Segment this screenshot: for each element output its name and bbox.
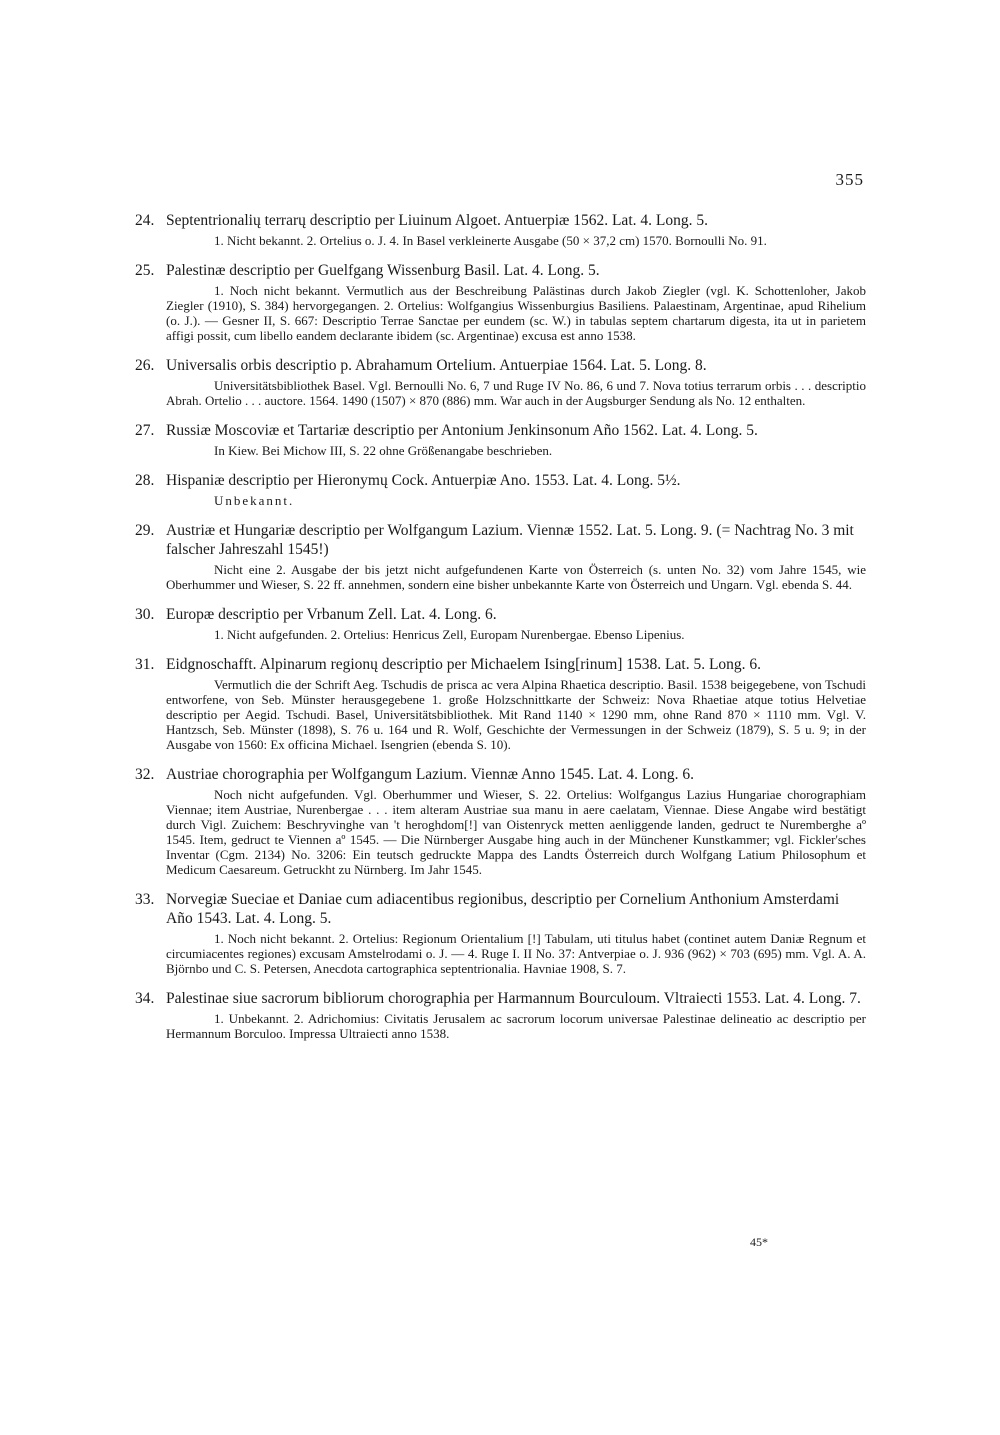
catalog-entries bbox=[135, 211, 866, 1054]
entry-title: Russiæ Moscoviæ et Tartariæ descriptio per Antonium Jenkinsonum Año 1562. Lat. 4. Long. 5. bbox=[166, 422, 758, 439]
catalog-entry-28 bbox=[135, 471, 866, 508]
entry-number: 34. bbox=[135, 990, 155, 1007]
entry-number: 25. bbox=[135, 262, 155, 279]
catalog-entry-33 bbox=[135, 890, 866, 976]
catalog-entry-29 bbox=[135, 521, 866, 592]
entry-note: 1. Nicht aufgefunden. 2. Ortelius: Henricus Zell, Europam Nurenbergae. Ebenso Lipenius. bbox=[214, 627, 685, 642]
entry-number: 27. bbox=[135, 422, 155, 439]
page-number: 355 bbox=[835, 170, 864, 189]
entry-title: Norvegiæ Sueciae et Daniae cum adiacentibus regionibus, descriptio per Cornelium Anthonium Amsterdami Año 1543. Lat. 4. Long. 5. bbox=[166, 891, 840, 927]
sheet-signature: 45* bbox=[750, 1235, 768, 1249]
entry-note: In Kiew. Bei Michow III, S. 22 ohne Größenangabe beschrieben. bbox=[214, 443, 553, 458]
catalog-entry-34 bbox=[135, 989, 866, 1041]
entry-note: 1. Nicht bekannt. 2. Ortelius o. J. 4. In Basel verkleinerte Ausgabe (50 × 37,2 cm) 1570. Bornoulli No. 91. bbox=[214, 233, 767, 248]
entry-number: 26. bbox=[135, 357, 155, 374]
catalog-entry-26 bbox=[135, 356, 866, 408]
entry-title: Europæ descriptio per Vrbanum Zell. Lat. 4. Long. 6. bbox=[166, 606, 497, 623]
entry-number: 24. bbox=[135, 212, 155, 229]
entry-note: 1. Noch nicht bekannt. Vermutlich aus der Beschreibung Palästinas durch Jakob Ziegler (vgl. K. Schottenloher, Jakob Ziegler (1910), S. 384) hervorgegangen. 2. Ortelius: Wolfgangius Wissenburgius Basiliens. Palaestinam, Argentinae, apud Rihelium (o. J.). — Gesner II, S. 667: Descriptio Terrae Sanctae per eundem (sc. W.) in tabulas septem chartarum digesta, ita ut in parietem affigi possit, cum libello eandem declarante ibidem (sc. Argentinae) excusa est anno 1538. bbox=[166, 283, 866, 343]
entry-number: 28. bbox=[135, 472, 155, 489]
entry-note: Nicht eine 2. Ausgabe der bis jetzt nicht aufgefundenen Karte von Österreich (s. unten No. 32) vom Jahre 1545, wie Oberhummer und Wieser, S. 22 ff. annehmen, sondern eine bisher unbekannte Karte von Österreich und Ungarn. Vgl. ebenda S. 44. bbox=[166, 562, 866, 592]
entry-note: Vermutlich die der Schrift Aeg. Tschudis de prisca ac vera Alpina Rhaetica descriptio. Basil. 1538 beigegebene, von Tschudi entworfene, von Seb. Münster herausgegebene 1. große Holzschnittkarte der Schweiz: Nova Rhaetiae atque totius Helvetiae descriptio per Aegid. Tschudi. Basel, Universitätsbibliothek. Mit Rand 1140 × 1290 mm, ohne Rand 870 × 1110 mm. Vgl. V. Hantzsch, Seb. Münster (1898), S. 76 u. 164 und R. Wolf, Geschichte der Vermessungen in der Schweiz (1879), S. 5 u. 9; in der Ausgabe von 1560: Ex officina Michael. Isengrien (ebenda S. 10). bbox=[166, 677, 866, 752]
catalog-entry-25 bbox=[135, 261, 866, 343]
entry-number: 30. bbox=[135, 606, 155, 623]
entry-note: 1. Noch nicht bekannt. 2. Ortelius: Regionum Orientalium [!] Tabulam, uti titulus habet (continet autem Daniæ Regnum et circumiacentes regiones) excusam Amstelrodami o. J. — 4. Ruge I. II No. 37: Antverpiae o. J. 936 (962) × 703 (695) mm. Vgl. A. A. Björnbo und C. S. Petersen, Anecdota cartographica septentrionalia. Havniae 1908, S. 7. bbox=[166, 931, 866, 976]
catalog-entry-32 bbox=[135, 765, 866, 877]
entry-number: 33. bbox=[135, 891, 155, 908]
entry-title: Austriae chorographia per Wolfgangum Lazium. Viennæ Anno 1545. Lat. 4. Long. 6. bbox=[166, 766, 695, 783]
entry-note: Noch nicht aufgefunden. Vgl. Oberhummer und Wieser, S. 22. Ortelius: Wolfgangus Lazius Hungariae chorographiam Viennae; item Austriae, Nurenbergae . . . item alteram Austriae sua manu in aere caelatam, Viennae. Diese Angabe wird bestätigt durch Vigl. Zuichem: Beschryvinghe van 't heroghdom[!] van Oistenryck metten aenliggende landen, gedruct te Nuremberghe aº 1545. Item, gedruct te Viennen aº 1545. — Die Nürnberger Ausgabe hing auch in der Münchener Kunstkammer; vgl. Fickler'sches Inventar (Cgm. 2134) No. 3206: Ein teutsch gedruckte Mappa des Landts Österreich durch Wolfgang Latium Philosophum et Medicum Caesareum. Getruckht zu Nürnberg. Im Jahr 1545. bbox=[166, 787, 866, 877]
entry-note: Unbekannt. bbox=[214, 493, 295, 508]
entry-number: 32. bbox=[135, 766, 155, 783]
entry-number: 29. bbox=[135, 522, 155, 539]
catalog-entry-24 bbox=[135, 211, 866, 248]
entry-title: Hispaniæ descriptio per Hieronymų Cock. Antuerpiæ Ano. 1553. Lat. 4. Long. 5½. bbox=[166, 472, 681, 489]
entry-title: Palestinae siue sacrorum bibliorum chorographia per Harmannum Bourculoum. Vltraiecti 1553. Lat. 4. Long. 7. bbox=[166, 990, 861, 1007]
entry-title: Palestinæ descriptio per Guelfgang Wissenburg Basil. Lat. 4. Long. 5. bbox=[166, 262, 600, 279]
catalog-entry-30 bbox=[135, 605, 866, 642]
entry-title: Universalis orbis descriptio p. Abrahamum Ortelium. Antuerpiae 1564. Lat. 5. Long. 8. bbox=[166, 357, 707, 374]
catalog-entry-31 bbox=[135, 655, 866, 752]
entry-title: Eidgnoschafft. Alpinarum regionų descriptio per Michaelem Ising[rinum] 1538. Lat. 5. Long. 6. bbox=[166, 656, 762, 673]
entry-note: Universitätsbibliothek Basel. Vgl. Bernoulli No. 6, 7 und Ruge IV No. 86, 6 und 7. Nova totius terrarum orbis . . . descriptio Abrah. Ortelio . . . auctore. 1564. 1490 (1507) × 870 (886) mm. War auch in der Augsburger Sendung als No. 12 enthalten. bbox=[166, 378, 866, 408]
entry-title: Septentrionalių terrarų descriptio per Liuinum Algoet. Antuerpiæ 1562. Lat. 4. Long. 5. bbox=[166, 212, 708, 229]
entry-note: 1. Unbekannt. 2. Adrichomius: Civitatis Jerusalem ac sacrorum locorum universae Palestinae delineatio ac descriptio per Hermannum Borculoo. Impressa Ultraiecti anno 1538. bbox=[166, 1011, 866, 1041]
entry-number: 31. bbox=[135, 656, 155, 673]
entry-title: Austriæ et Hungariæ descriptio per Wolfgangum Lazium. Viennæ 1552. Lat. 5. Long. 9. (= Nachtrag No. 3 mit falscher Jahreszahl 1545!) bbox=[166, 522, 854, 558]
catalog-entry-27 bbox=[135, 421, 866, 458]
